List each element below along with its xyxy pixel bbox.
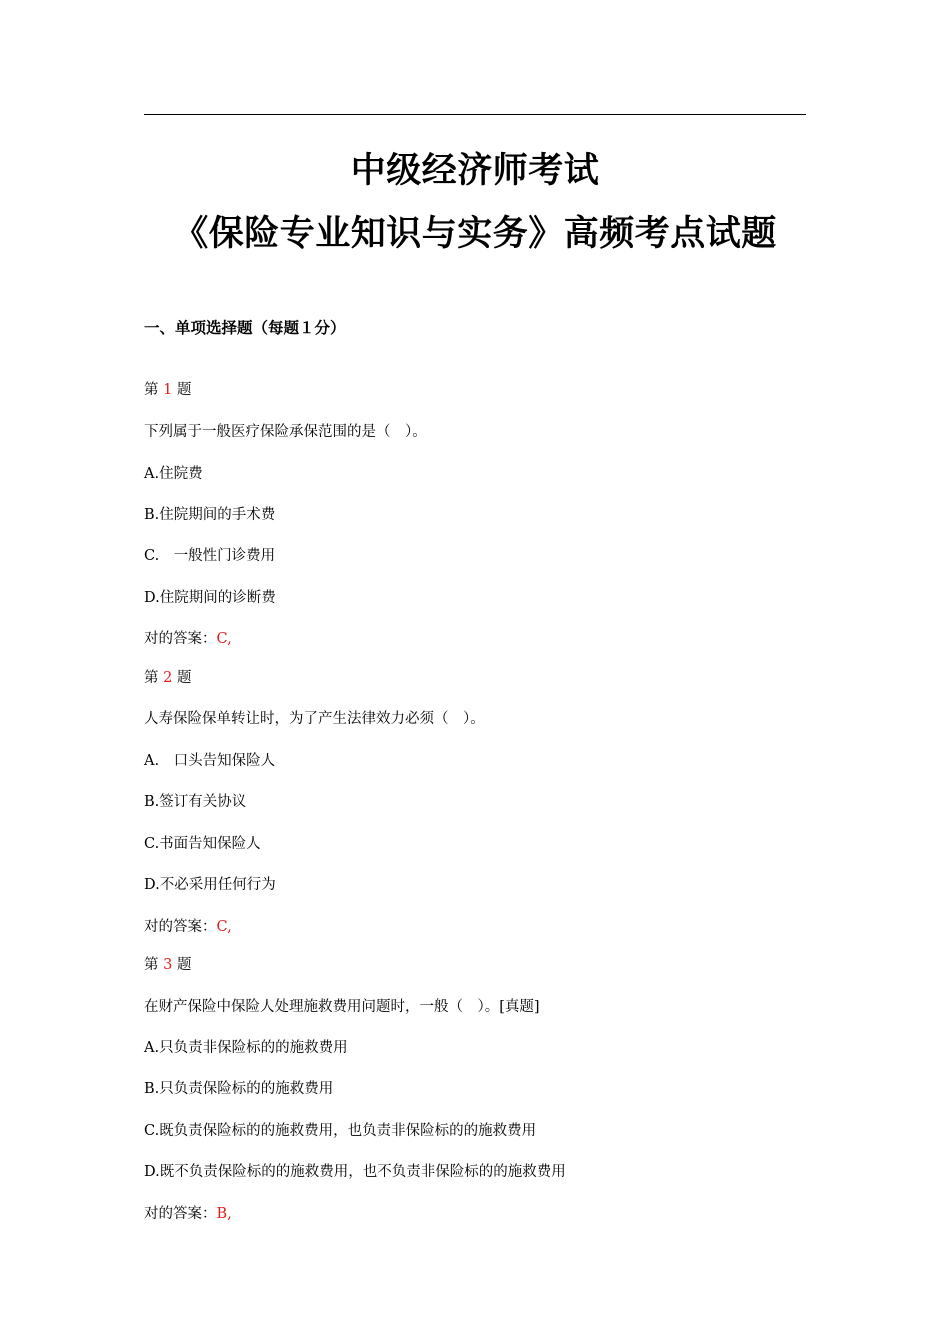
question-number-value: 3 [163,957,173,973]
question-number-value: 1 [163,382,173,398]
option-d: D.既不负责保险标的的施救费用，也不负责非保险标的的施救费用 [144,1164,566,1180]
answer-value: C, [216,919,232,935]
option-b: B.只负责保险标的的施救费用 [144,1081,334,1097]
answer-value: C, [216,631,232,647]
option-a: A.只负责非保险标的的施救费用 [144,1040,348,1056]
header-rule [144,114,806,115]
option-a: A.住院费 [144,466,203,482]
option-c: C.书面告知保险人 [144,836,261,852]
option-b: B.签订有关协议 [144,794,247,810]
answer-line: 对的答案：B, [144,1206,232,1222]
question-number: 第 2 题 [144,670,192,686]
document-subtitle: 《保险专业知识与实务》高频考点试题 [173,214,777,254]
answer-value: B, [216,1206,232,1222]
option-d: D.不必采用任何行为 [144,877,276,893]
question-stem: 人寿保险保单转让时，为了产生法律效力必须（ ）。 [144,711,485,727]
question-stem: 在财产保险中保险人处理施救费用问题时，一般（ ）。[真题] [144,999,540,1015]
question-stem: 下列属于一般医疗保险承保范围的是（ ）。 [144,424,427,440]
option-b: B.住院期间的手术费 [144,507,276,523]
question-number: 第 3 题 [144,957,192,973]
option-c: C. 一般性门诊费用 [144,548,276,564]
option-a: A. 口头告知保险人 [144,753,276,769]
section-heading: 一、单项选择题（每题１分） [144,319,346,337]
option-d: D.住院期间的诊断费 [144,590,276,606]
option-c: C.既负责保险标的的施救费用，也负责非保险标的的施救费用 [144,1123,537,1139]
question-number: 第 1 题 [144,382,192,398]
document-title: 中级经济师考试 [350,151,600,191]
answer-line: 对的答案：C, [144,919,232,935]
answer-line: 对的答案：C, [144,631,232,647]
question-number-value: 2 [163,670,173,686]
